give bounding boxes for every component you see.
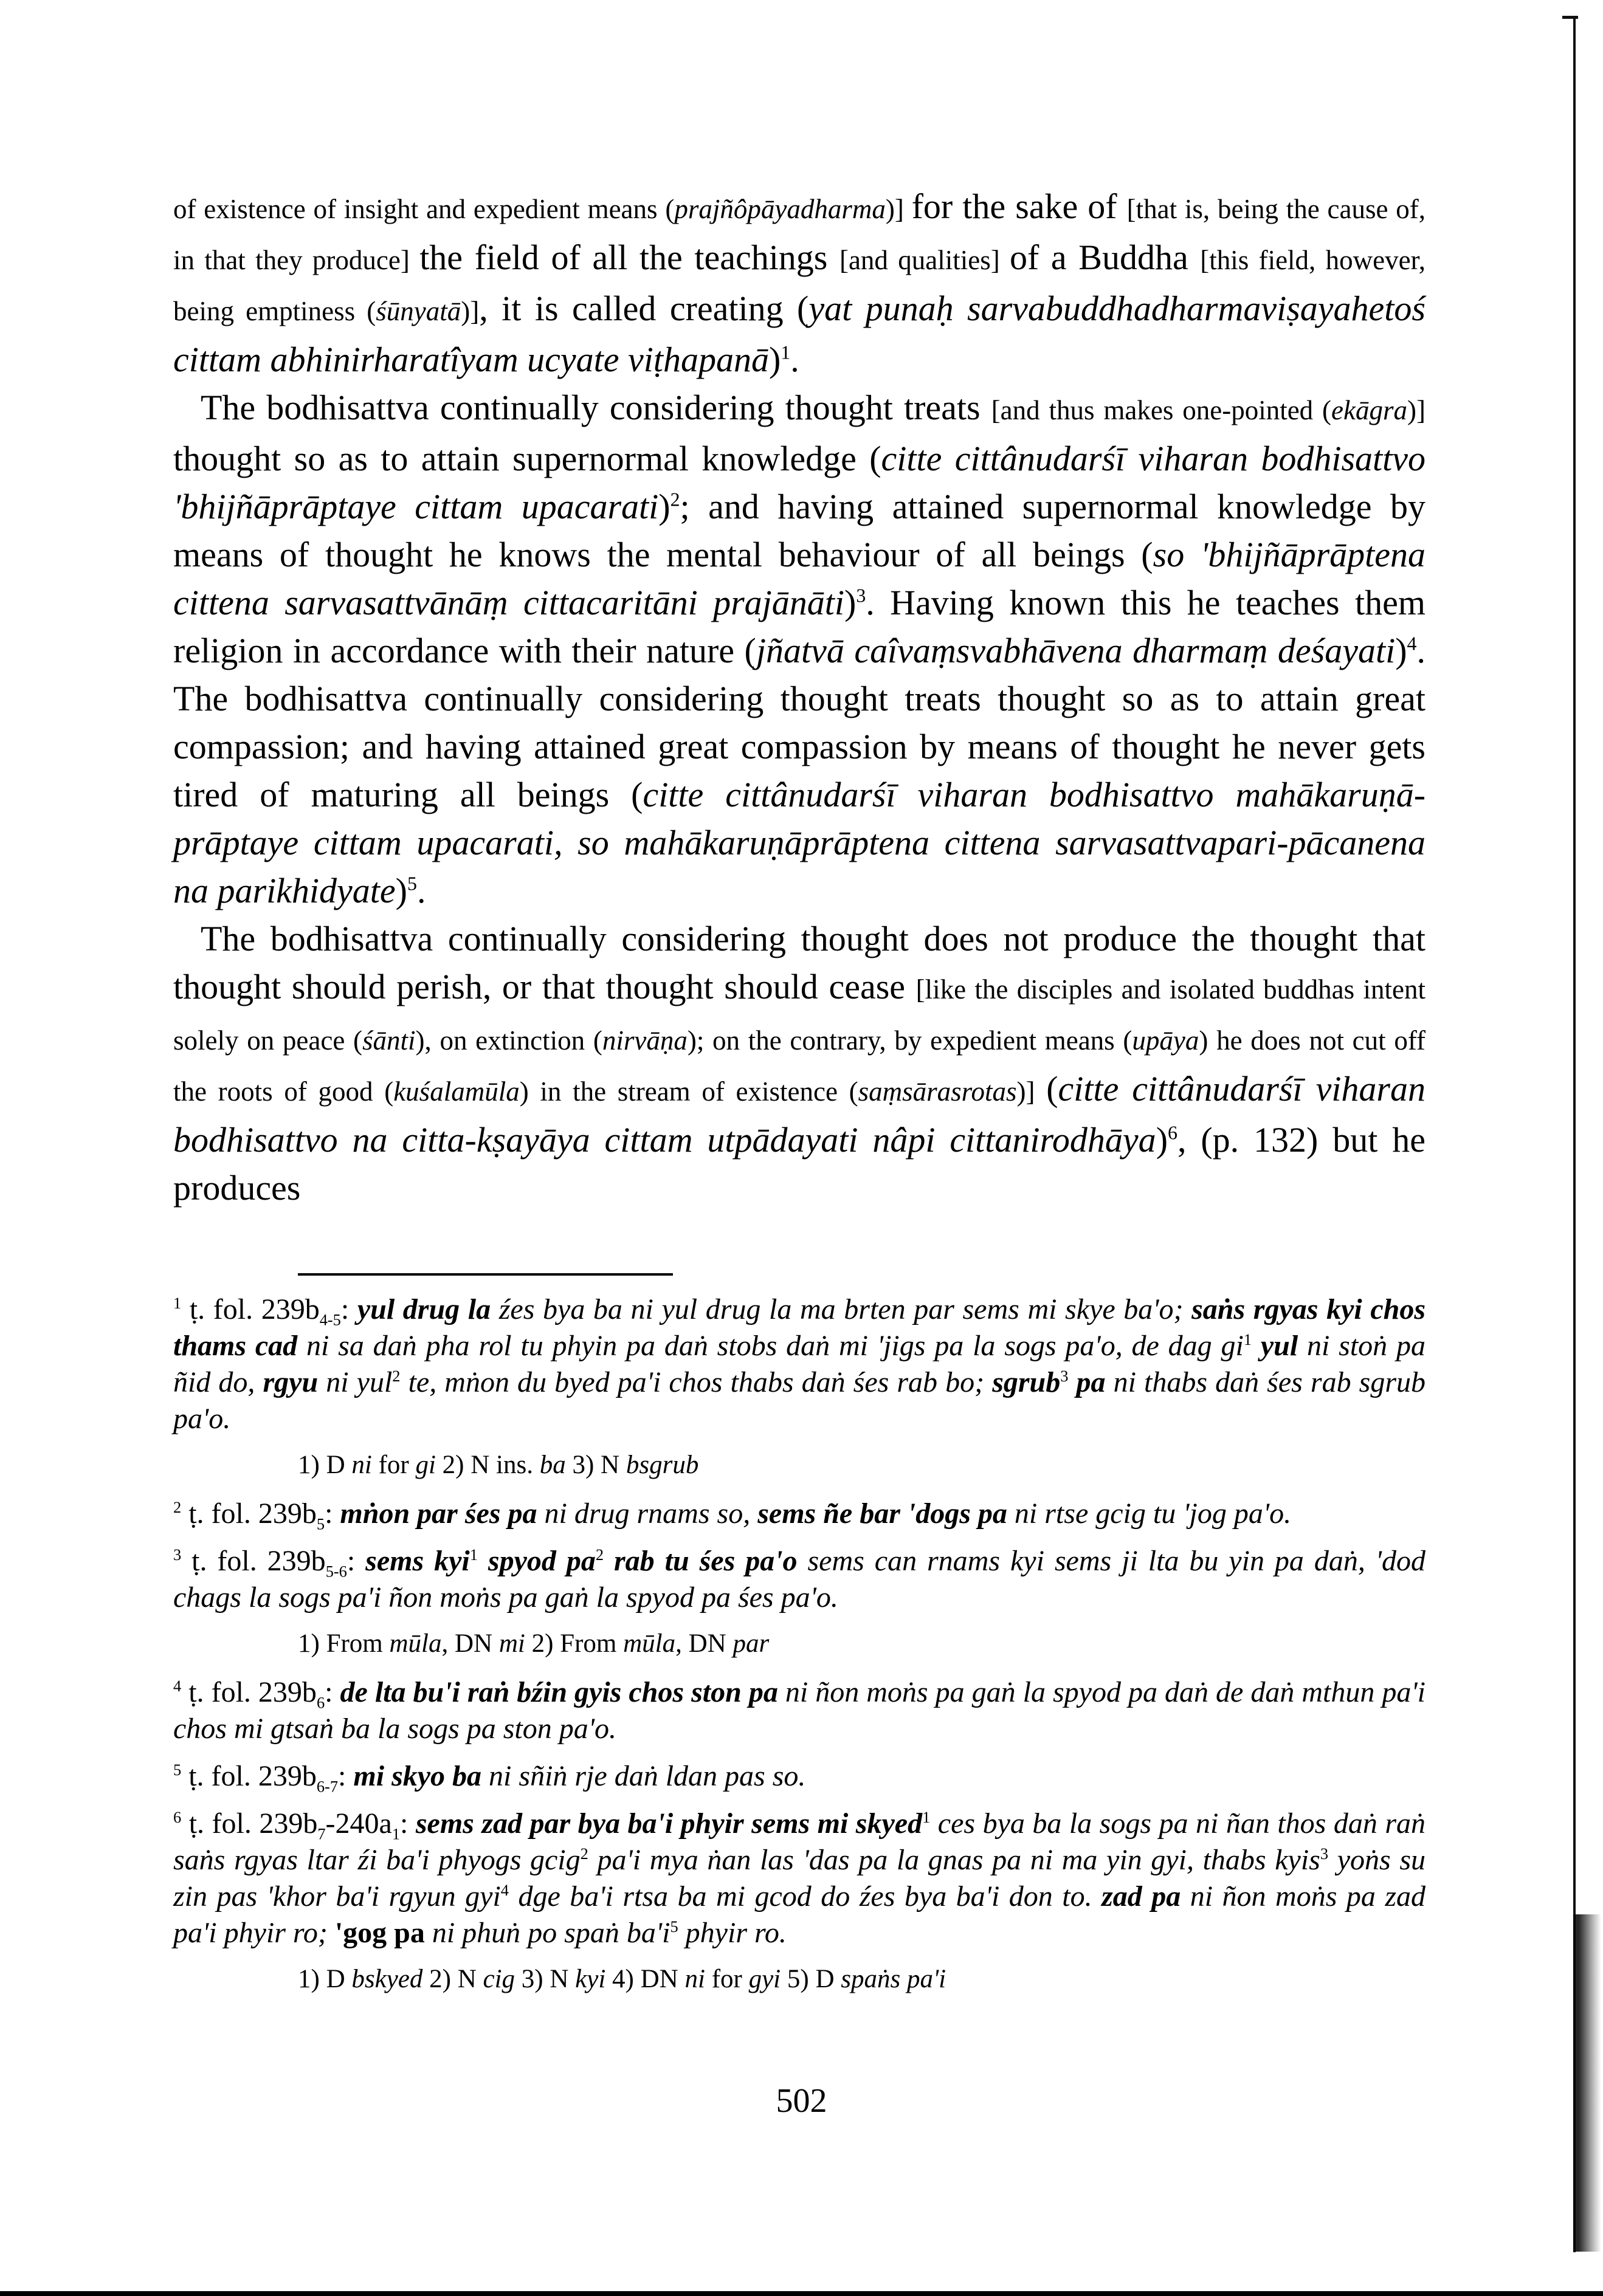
text-run: źes bya ba ni yul drug la ma brten par sems mi skye ba'o; [491, 1293, 1192, 1325]
text-run: ces bya ba la sogs pa ni ñan thos daṅ raṅ saṅs rgyas ltar źi ba'i phyogs gcig [173, 1807, 1425, 1876]
folio-subscript: 5-6 [325, 1562, 347, 1581]
text-run: ṭ. fol. 239b [181, 1497, 317, 1530]
footnotes [173, 1291, 1425, 2010]
text-run [478, 1545, 488, 1577]
text-run: te, mṅon du byed pa'i chos thabs daṅ śes rab bo; [400, 1366, 993, 1398]
text-run: gyi [748, 1965, 781, 1993]
text-run: , DN [441, 1629, 499, 1658]
text-run: pa [1076, 1366, 1106, 1398]
binding-edge-corner [1562, 16, 1578, 19]
text-run: yat punaḥ sarvabuddhadharmaviṣayahetoś cittam abhinirharatîyam ucyate viṭhapanā [173, 289, 1425, 379]
text-run: yoṅs su zin pas 'khor ba'i rgyun gyi [173, 1844, 1425, 1913]
text-run: ba [539, 1451, 566, 1479]
paragraph [173, 383, 1425, 915]
text-run: prajñôpāyadharma [674, 194, 886, 224]
folio-subscript: 1 [391, 1824, 401, 1843]
footnote-marker: 5 [407, 873, 417, 895]
text-run: [and qualities] [839, 245, 1010, 275]
text-run: ; and having attained supernormal knowledge by means of thought he knows the mental behaviour of all beings ( [173, 487, 1425, 574]
footnote-marker: 1 [781, 342, 791, 363]
text-run: )] [1407, 395, 1425, 425]
text-run: The bodhisattva continually considering thought does not produce the thought that thought should perish, or that thought should cease [173, 919, 1425, 1006]
text-run: ) he does not cut off the roots of good ( [173, 1025, 1425, 1107]
footnote-marker: 6 [173, 1808, 182, 1826]
text-run: ) [1156, 1120, 1168, 1160]
text-run: for [705, 1965, 749, 1993]
footnote-marker: 3 [1060, 1367, 1069, 1385]
text-run: of a Buddha [1010, 238, 1201, 277]
text-run: mṅon par śes pa [340, 1497, 537, 1530]
footnote-marker: 2 [392, 1367, 401, 1385]
text-run: 1) D [298, 1451, 352, 1479]
text-run: 1) D [298, 1965, 352, 1993]
text-run: citte cittânudarśī viharan bodhisattvo 'bhijñāprāptaye cittam upacarati [173, 439, 1425, 526]
text-run: )] [1016, 1076, 1047, 1107]
text-run: sems zad par bya ba'i phyir sems mi skyed [415, 1807, 923, 1840]
text-run: ), on extinction ( [415, 1025, 602, 1056]
footnote-marker: 3 [856, 585, 866, 607]
text-run: rgyu [263, 1366, 319, 1398]
text-run: ni stoṅ pa ñid do, [173, 1330, 1426, 1398]
text-run: zad pa [1101, 1880, 1181, 1913]
footnote [173, 1496, 1425, 1532]
variant-readings [173, 1448, 1425, 1482]
page-number: 502 [776, 2082, 827, 2120]
text-run: sems kyi [365, 1545, 470, 1577]
text-run: saṃsārasrotas [858, 1076, 1017, 1107]
text-run: sgrub [992, 1366, 1061, 1398]
text-run: [and thus makes one-pointed ( [991, 395, 1332, 425]
text-run: dge ba'i rtsa ba mi gcod do źes bya ba'i don to. [509, 1880, 1102, 1913]
text-run: ṭ. fol. 239b [181, 1760, 317, 1792]
footnote-marker: 2 [670, 489, 680, 510]
text-run: ni drug rnams so, [537, 1497, 758, 1530]
footnote-marker: 3 [1320, 1844, 1329, 1863]
folio-subscript: 6 [316, 1693, 325, 1712]
text-run: jñatvā caîvaṃsvabhāvena dharmaṃ deśayati [756, 631, 1396, 670]
text-run: ); on the contrary, by expedient means ( [687, 1025, 1132, 1056]
text-run: , DN [675, 1629, 733, 1658]
text-run: de lta bu'i raṅ bźin gyis chos ston pa [340, 1676, 778, 1708]
footnote [173, 1806, 1425, 1951]
text-run: yul [1260, 1330, 1298, 1362]
text-run: pa'i mya ṅan las 'das pa la gnas pa ni ma yin gyi, thabs kyis [588, 1844, 1320, 1876]
footnote [173, 1758, 1425, 1795]
footnote [173, 1291, 1425, 1437]
text-run: ni rtse gcig tu 'jog pa'o. [1007, 1497, 1292, 1530]
text-run: ) [844, 583, 857, 622]
text-run: ni thabs daṅ śes rab sgrub pa'o. [173, 1366, 1426, 1435]
text-run: mi [498, 1629, 525, 1658]
text-run: ) [658, 487, 671, 526]
footnote-marker: 1 [922, 1808, 931, 1826]
footnote-marker: 2 [580, 1844, 588, 1863]
text-run: : [346, 1545, 366, 1577]
text-run: ni sñiṅ rje daṅ ldan pas so. [481, 1760, 806, 1792]
text-run: ) [1395, 631, 1407, 670]
text-run: the field of all the teachings [419, 238, 839, 277]
folio-subscript: 4-5 [319, 1310, 341, 1329]
text-run: . [790, 340, 799, 379]
footnote-marker: 5 [670, 1917, 678, 1936]
text-run: ni [351, 1451, 372, 1479]
text-run: 2) N [422, 1965, 483, 1993]
text-run: citte cittânudarśī viharan bodhisattvo mahākaruṇā-prāptaye cittam upacarati, so mahākaruṇāprāptena cittena sarvasattvapari-pācanena na parikhidyate [173, 775, 1426, 910]
text-run: par [733, 1629, 770, 1658]
text-run: for [371, 1451, 416, 1479]
text-run: 1) From [298, 1629, 390, 1658]
footnote [173, 1674, 1425, 1747]
text-run: bskyed [351, 1965, 423, 1993]
text-run: nirvāṇa [602, 1025, 688, 1056]
footnote-marker: 1 [469, 1545, 478, 1564]
text-run: saṅs rgyas kyi chos thams cad [173, 1293, 1426, 1362]
text-run: [this field, however, being emptiness ( [173, 245, 1426, 326]
text-run: ṭ. fol. 239b [181, 1545, 326, 1577]
folio-subscript: 7 [317, 1824, 326, 1843]
footnote-marker: 3 [173, 1545, 182, 1564]
text-run: 3) N [565, 1451, 626, 1479]
footnote-marker: 6 [1168, 1122, 1177, 1144]
text-run: śūnyatā [376, 296, 461, 326]
text-run [1068, 1366, 1076, 1398]
text-run: sems ñe bar 'dogs pa [757, 1497, 1007, 1530]
footnote-marker: 4 [1407, 633, 1417, 655]
text-run: bsgrub [626, 1451, 699, 1479]
text-run: . [416, 871, 426, 910]
text-run: [like the disciples and isolated buddhas intent solely on peace ( [173, 974, 1425, 1056]
text-run: ṭ. fol. 239b [181, 1293, 320, 1325]
text-run: 5) D [781, 1965, 841, 1993]
text-run: : [325, 1497, 340, 1530]
text-run: phyir ro. [678, 1917, 787, 1949]
text-run: . Having known this he teaches them religion in accordance with their nature ( [173, 583, 1425, 670]
text-run: ṭ. fol. 239b [181, 1676, 317, 1708]
text-run: ni [684, 1965, 705, 1993]
text-run: for the sake of [911, 187, 1127, 226]
text-run: of existence of insight and expedient means ( [173, 194, 675, 224]
text-run: )] [885, 194, 912, 224]
text-run: upāya [1132, 1025, 1199, 1056]
text-run: ni phuṅ po spaṅ ba'i [424, 1917, 671, 1949]
variant-readings [173, 1627, 1425, 1661]
text-run: )] [461, 296, 480, 326]
footnote-marker: 5 [173, 1761, 182, 1779]
text-run: kuśalamūla [393, 1076, 520, 1107]
text-run: ni yul [318, 1366, 393, 1398]
footnote-marker: 2 [595, 1545, 604, 1564]
text-run: 4) DN [605, 1965, 685, 1993]
folio-subscript: 6-7 [316, 1777, 339, 1796]
text-run: : [340, 1293, 357, 1325]
text-run: [that is, being the cause of, in that they produce] [173, 194, 1425, 275]
text-run: : [325, 1676, 340, 1708]
footnote [173, 1543, 1425, 1616]
text-run: , (p. 132) but he produces [173, 1120, 1425, 1208]
text-run: , it is called creating ( [479, 289, 809, 328]
main-text [173, 182, 1425, 1212]
text-run: rab tu śes pa'o [614, 1545, 798, 1577]
text-run: so 'bhijñāprāptena cittena sarvasattvānāṃ cittacaritāni prajānāti [173, 535, 1425, 622]
scan-bottom-edge [0, 2291, 1603, 2296]
paragraph [173, 182, 1425, 383]
text-run: ṭ. fol. 239b [181, 1807, 318, 1840]
text-run: cig [483, 1965, 515, 1993]
text-run: ) [395, 871, 407, 910]
folio-subscript: 5 [316, 1514, 325, 1533]
footnote-marker: 4 [500, 1881, 509, 1899]
text-run: spaṅs pa'i [841, 1965, 946, 1993]
text-run: spyod pa [488, 1545, 596, 1577]
text-run: śānti [362, 1025, 416, 1056]
text-run [604, 1545, 614, 1577]
footnote-separator [298, 1273, 673, 1276]
text-run: sems can rnams kyi sems ji lta bu yin pa daṅ, 'dod chags la sogs pa'i ñon moṅs pa gaṅ la spyod pa śes pa'o. [173, 1545, 1426, 1614]
text-run: ( [1046, 1069, 1058, 1108]
text-run: gi [415, 1451, 436, 1479]
text-run: The bodhisattva continually considering thought treats [201, 388, 991, 427]
text-run: ni ñon moṅs pa zad pa'i phyir ro; [173, 1880, 1426, 1949]
text-run: ni sa daṅ pha rol tu phyin pa daṅ stobs daṅ mi 'jigs pa la sogs pa'o, de dag gi [297, 1330, 1244, 1362]
text-run: kyi [575, 1965, 606, 1993]
paragraph [173, 915, 1425, 1212]
text-run [1252, 1330, 1261, 1362]
text-run: yul drug la [357, 1293, 491, 1325]
text-run: . The bodhisattva continually considering thought treats thought so as to attain great compassion; and having attained great compassion by means of thought he never gets tired of maturing all beings ( [173, 631, 1425, 814]
variant-readings [173, 1962, 1425, 1996]
text-run: : [338, 1760, 354, 1792]
text-run: citte cittânudarśī viharan bodhisattvo na citta-kṣayāya cittam utpādayati nâpi cittanirodhāya [173, 1069, 1426, 1160]
text-run: thought so as to attain supernormal knowledge ( [173, 439, 881, 478]
footnote-marker: 2 [173, 1498, 182, 1516]
text-run: ekāgra [1331, 395, 1408, 425]
text-run: ) [768, 340, 781, 379]
text-run: mi skyo ba [353, 1760, 482, 1792]
text-run: 2) From [525, 1629, 624, 1658]
footnote-marker: 1 [173, 1294, 182, 1312]
footnote-marker: 4 [173, 1677, 182, 1695]
text-run: 2) N ins. [435, 1451, 540, 1479]
text-run: ) in the stream of existence ( [519, 1076, 858, 1107]
text-run: -240a [325, 1807, 392, 1840]
text-run: mūla [389, 1629, 442, 1658]
text-run: ni ñon moṅs pa gaṅ la spyod pa daṅ de daṅ mthun pa'i chos mi gtsaṅ ba la sogs pa ston pa'o. [173, 1676, 1426, 1745]
footnote-marker: 1 [1243, 1330, 1252, 1349]
text-run: mūla [623, 1629, 676, 1658]
text-run: 'gog pa [334, 1917, 425, 1949]
text-run: : [400, 1807, 416, 1840]
text-run: 3) N [515, 1965, 576, 1993]
